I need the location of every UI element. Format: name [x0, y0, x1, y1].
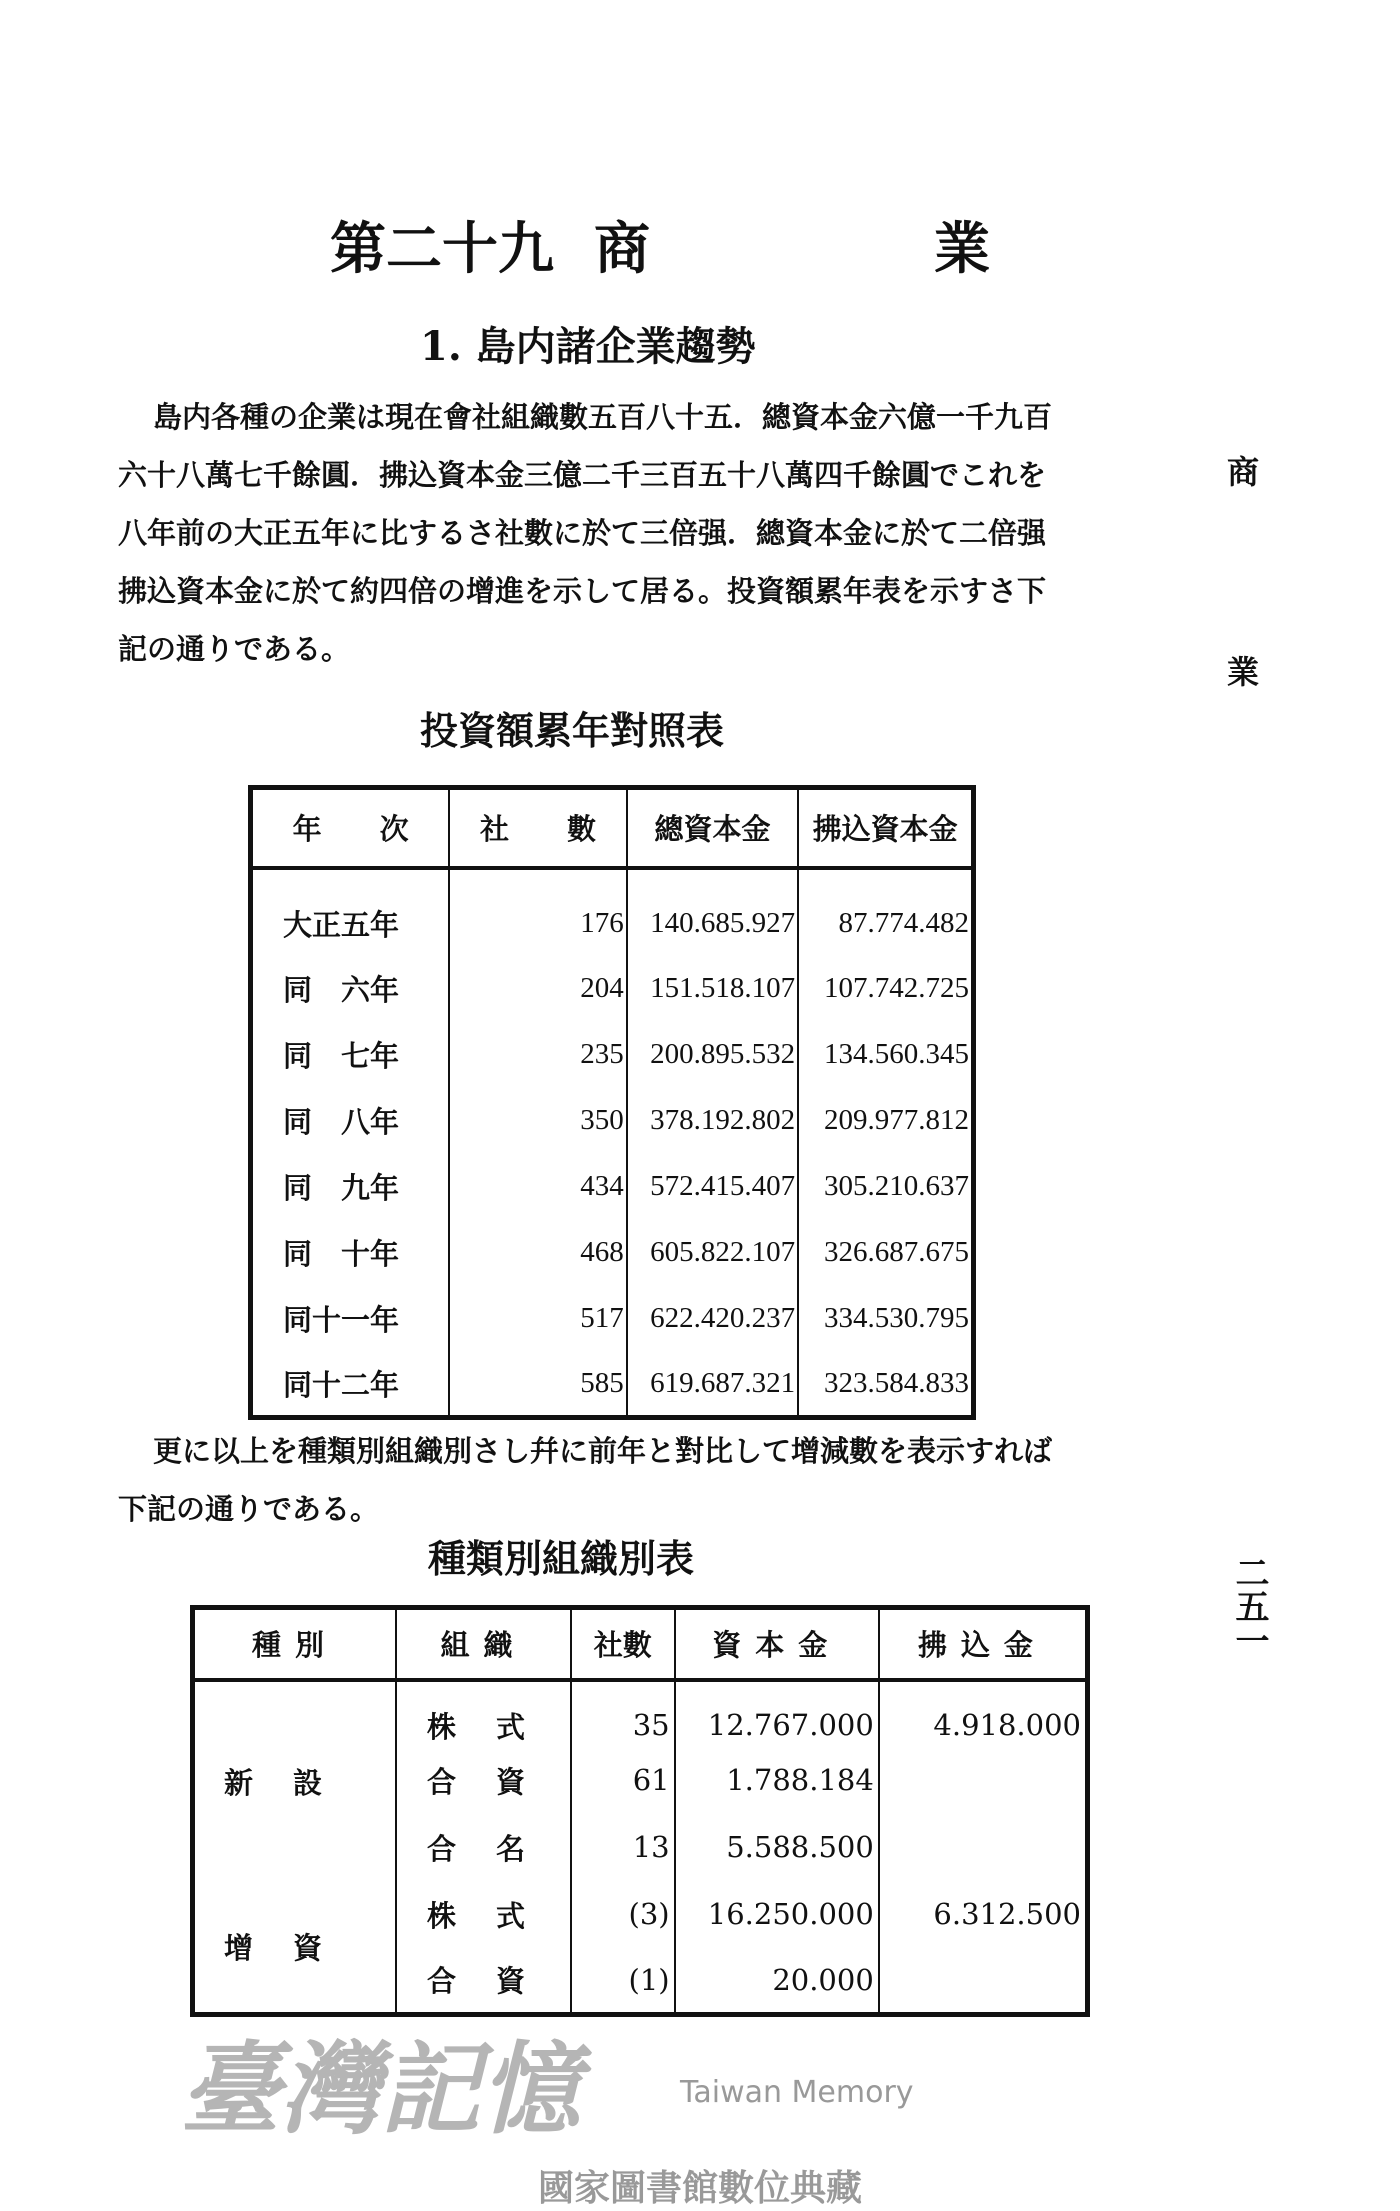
capital-cell: 16.250.000 — [675, 1881, 879, 1948]
table2-title: 種類別組織別表 — [428, 1536, 695, 1581]
count-cell: 517 — [449, 1286, 627, 1352]
total-capital-cell: 200.895.532 — [627, 1022, 798, 1088]
paid-cell — [879, 1814, 1088, 1881]
year-cell: 同十一年 — [251, 1286, 450, 1352]
header-category: 種別 — [193, 1608, 397, 1680]
paid-cell: 4.918.000 — [933, 1708, 1081, 1742]
paragraph-line: 六十八萬七千餘圓．拂込資本金三億二千三百五十八萬四千餘圓でこれを — [118, 458, 1047, 492]
chapter-word-2: 業 — [934, 216, 990, 282]
investment-table — [248, 785, 976, 1420]
organization-cell: 合資 — [396, 1747, 571, 1814]
paid-capital-cell: 134.560.345 — [824, 1038, 969, 1070]
count-cell: 585 — [449, 1352, 627, 1418]
header-paid-capital: 拂込資本金 — [798, 788, 973, 868]
organization-cell: 合資 — [396, 1948, 571, 2015]
category-cell: 增資 — [193, 1881, 397, 2015]
chapter-word-1: 商 — [594, 216, 650, 282]
header-year: 年 次 — [251, 788, 450, 868]
organization-cell: 株式 — [396, 1680, 571, 1747]
capital-cell: 1.788.184 — [675, 1747, 879, 1814]
year-cell: 同 六年 — [251, 956, 450, 1022]
paragraph-line: 更に以上を種類別組織別さし幷に前年と對比して增減數を表示すれば — [153, 1434, 1053, 1468]
paid-cell — [879, 1948, 1088, 2015]
table-header — [251, 788, 974, 868]
paragraph-line: 下記の通りである。 — [118, 1492, 380, 1526]
paragraph-line: 島内各種の企業は現在會社組織數五百八十五．總資本金六億一千九百 — [153, 400, 1053, 434]
table-row — [251, 1286, 974, 1352]
paid-cell — [879, 1747, 1088, 1814]
total-capital-cell: 151.518.107 — [627, 956, 798, 1022]
table-row — [251, 956, 974, 1022]
table1-title: 投資額累年對照表 — [420, 708, 725, 753]
paragraph-1 — [118, 388, 1183, 678]
chapter-title — [330, 205, 990, 285]
header-count: 社 數 — [449, 788, 627, 868]
side-label-1: 商 — [1222, 455, 1260, 487]
organization-cell: 株式 — [396, 1881, 571, 1948]
count-cell: 434 — [449, 1154, 627, 1220]
paid-cell: 6.312.500 — [933, 1897, 1081, 1931]
header-organization: 組織 — [396, 1608, 571, 1680]
paid-capital-cell: 334.530.795 — [824, 1302, 969, 1334]
header-total-capital: 總資本金 — [627, 788, 798, 868]
paragraph-2 — [118, 1422, 1183, 1538]
paragraph-line: 拂込資本金に於て約四倍の增進を示して居る。投資額累年表を示すさ下 — [118, 574, 1047, 608]
paid-capital-cell: 107.742.725 — [824, 972, 969, 1004]
chapter-number: 第二十九 — [330, 216, 554, 282]
total-capital-cell: 572.415.407 — [627, 1154, 798, 1220]
capital-cell: 20.000 — [675, 1948, 879, 2015]
year-cell: 同 九年 — [251, 1154, 450, 1220]
year-cell: 大正五年 — [251, 868, 450, 956]
table-row — [251, 1088, 974, 1154]
count-cell: 35 — [571, 1680, 675, 1747]
count-cell: 61 — [571, 1747, 675, 1814]
header-capital: 資本金 — [675, 1608, 879, 1680]
table-row — [251, 1220, 974, 1286]
table-row — [251, 1154, 974, 1220]
table-header — [193, 1608, 1088, 1680]
count-cell: 468 — [449, 1220, 627, 1286]
table-row — [251, 868, 974, 956]
count-cell: (1) — [571, 1948, 675, 2015]
table-row — [251, 1352, 974, 1418]
year-cell: 同 八年 — [251, 1088, 450, 1154]
count-cell: (3) — [571, 1881, 675, 1948]
total-capital-cell: 619.687.321 — [627, 1352, 798, 1418]
count-cell: 176 — [449, 868, 627, 956]
count-cell: 204 — [449, 956, 627, 1022]
paid-capital-cell: 209.977.812 — [824, 1104, 969, 1136]
paid-capital-cell: 305.210.637 — [824, 1170, 969, 1202]
total-capital-cell: 140.685.927 — [627, 868, 798, 956]
category-cell: 新設 — [193, 1680, 397, 1881]
watermark-subtext: Taiwan Memory — [680, 2075, 914, 2110]
total-capital-cell: 378.192.802 — [627, 1088, 798, 1154]
watermark-logo: 臺灣記憶 — [180, 2030, 580, 2148]
header-paid: 拂込金 — [879, 1608, 1088, 1680]
table-row — [251, 1022, 974, 1088]
page-number: 二五一 — [1229, 1555, 1269, 1657]
total-capital-cell: 622.420.237 — [627, 1286, 798, 1352]
side-label-2: 業 — [1222, 655, 1260, 687]
header-count: 社數 — [571, 1608, 675, 1680]
count-cell: 13 — [571, 1814, 675, 1881]
capital-cell: 5.588.500 — [675, 1814, 879, 1881]
year-cell: 同十二年 — [251, 1352, 450, 1418]
paragraph-line: 八年前の大正五年に比するさ社數に於て三倍强．總資本金に於て二倍强 — [118, 516, 1047, 550]
footer-credit: 國家圖書館數位典藏 — [537, 2168, 862, 2209]
table-row — [193, 1881, 1088, 1948]
capital-cell: 12.767.000 — [675, 1680, 879, 1747]
paid-capital-cell: 87.774.482 — [838, 907, 969, 939]
paid-capital-cell: 323.584.833 — [824, 1366, 969, 1399]
table-row — [193, 1680, 1088, 1747]
year-cell: 同 十年 — [251, 1220, 450, 1286]
count-cell: 350 — [449, 1088, 627, 1154]
year-cell: 同 七年 — [251, 1022, 450, 1088]
category-table — [190, 1605, 1090, 2017]
count-cell: 235 — [449, 1022, 627, 1088]
total-capital-cell: 605.822.107 — [627, 1220, 798, 1286]
paid-capital-cell: 326.687.675 — [824, 1236, 969, 1268]
section-title: 1. 島内諸企業趨勢 — [420, 323, 756, 370]
organization-cell: 合名 — [396, 1814, 571, 1881]
paragraph-line: 記の通りである。 — [118, 632, 351, 666]
